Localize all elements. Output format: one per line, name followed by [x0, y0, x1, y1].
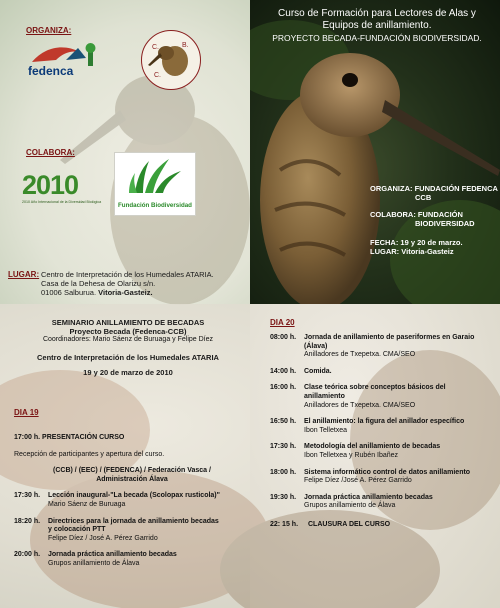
fedenca-logo-text: fedenca — [28, 64, 74, 78]
colabora-text-2: BIODIVERSIDAD — [415, 219, 475, 228]
program-left-column — [10, 318, 246, 377]
grass-icon — [115, 153, 195, 197]
svg-text:C.: C. — [152, 44, 159, 51]
dia-20-heading: DIA 20 — [270, 318, 295, 327]
woodcock-photo — [250, 0, 500, 304]
day-20-schedule — [270, 334, 496, 530]
course-title — [258, 8, 496, 44]
fedenca-logo — [26, 42, 98, 82]
item-1730: 17:30 h. Metodología del anillamiento de becadas Ibon Telletxea y Rubén Ibañez — [270, 443, 441, 459]
lugar-line-1: Centro de Interpretación de los Humedales ATARIA. — [41, 270, 214, 279]
svg-text:C.: C. — [154, 72, 161, 79]
item-entidades: (CCB) / (EEC) / (FEDENCA) / Federación Vasca / — [53, 467, 211, 475]
year-logo-caption: 2010 Año Internacional de la Diversidad Biológica — [22, 200, 102, 204]
dia-19-heading: DIA 19 — [14, 408, 39, 417]
colabora-label: COLABORA: — [26, 148, 75, 157]
year-2010-logo — [22, 170, 104, 212]
organiza-label: ORGANIZA: — [26, 26, 72, 35]
lugar-text: LUGAR: Vitoria-Gasteiz — [370, 247, 454, 256]
ccb-logo — [141, 30, 201, 90]
colabora-text: COLABORA: FUNDACIÓN — [370, 210, 463, 219]
seminar-subtitle: Proyecto Becada (Fedenca-CCB) — [69, 327, 187, 336]
item-1400: 14:00 h. Comida. — [270, 367, 332, 375]
organiza-text: ORGANIZA: FUNDACIÓN FEDENCA — [370, 184, 498, 193]
item-1650: 16:50 h. El anillamiento: la figura del anillador específico Ibon Telletxea — [270, 418, 465, 434]
cover-left-panel — [0, 0, 250, 304]
item-0800: 08:00 h. Jornada de anillamiento de paseriformes en Garaio (Álava) Anilladores de Txepetxa. CMA/SEO — [270, 334, 475, 359]
item-directrices: 18:20 h. Directrices para la jornada de anillamiento becadas y colocación PTT Felipe Díez / José A. Pérez Garrido — [14, 517, 219, 542]
title-line-3: PROYECTO BECADA-FUNDACIÓN BIODIVERSIDAD. — [272, 33, 482, 43]
colabora-info — [370, 210, 498, 228]
day-19-schedule — [14, 434, 250, 569]
item-recepcion: Recepción de participantes y apertura del curso. — [14, 450, 165, 458]
svg-text:B.: B. — [182, 42, 189, 49]
item-1800: 18:00 h. Sistema informático control de datos anillamiento Felipe Díez /José A. Pérez Garrido — [270, 468, 471, 485]
fecha-info — [370, 238, 498, 256]
coordinadores: Coordinadores: Mario Sáenz de Buruaga y Felipe Díez — [42, 336, 214, 343]
lugar-label: LUGAR: — [8, 270, 40, 279]
ccb-woodcock-icon — [142, 31, 200, 89]
fundacion-biodiversidad-logo — [114, 152, 196, 216]
cover-right-panel — [250, 0, 500, 304]
title-line-2: Equipos de anillamiento. — [322, 20, 432, 31]
item-presentacion: 17:00 h. PRESENTACIÓN CURSO — [14, 434, 125, 441]
item-1600: 16:00 h. Clase teórica sobre conceptos básicos del anillamiento Anilladores de Txepetxa. CMA/SEO — [270, 384, 446, 409]
organiza-text-2: CCB — [415, 193, 432, 202]
fechas: 19 y 20 de marzo de 2010 — [83, 367, 173, 377]
centro: Centro de Interpretación de los Humedales ATARIA — [37, 352, 219, 362]
item-leccion: 17:30 h. Lección inaugural-"La becada (Scolopax rusticola)" Mario Sáenz de Buruaga — [14, 492, 220, 508]
fundacion-logo-text: Fundación Biodiversidad — [118, 202, 192, 209]
organiza-info — [370, 184, 498, 202]
item-1930: 19:30 h. Jornada práctica anillamiento becadas Grupos anillamiento de Álava — [270, 493, 433, 510]
lugar-city: Vitoria-Gasteiz. — [98, 288, 153, 297]
item-administracion: Administración Álava — [96, 475, 168, 483]
seminar-title: SEMINARIO ANILLAMIENTO DE BECADAS — [51, 318, 205, 327]
lugar-postal: 01006 Salburua. — [41, 288, 99, 297]
year-logo-text: 2010 — [22, 170, 79, 200]
lugar-line-3 — [41, 288, 246, 297]
item-clausura: 22: 15 h. CLAUSURA DEL CURSO — [270, 520, 391, 528]
lugar-address — [41, 270, 246, 297]
title-line-1: Curso de Formación para Lectores de Alas y — [278, 8, 476, 19]
lugar-line-2: Casa de la Dehesa de Olarizu s/n. — [41, 279, 156, 288]
item-jornada-19: 20:00 h. Jornada práctica anillamiento becadas Grupos anillamiento de Álava — [14, 551, 177, 567]
fecha-text: FECHA: 19 y 20 de marzo. — [370, 238, 463, 247]
